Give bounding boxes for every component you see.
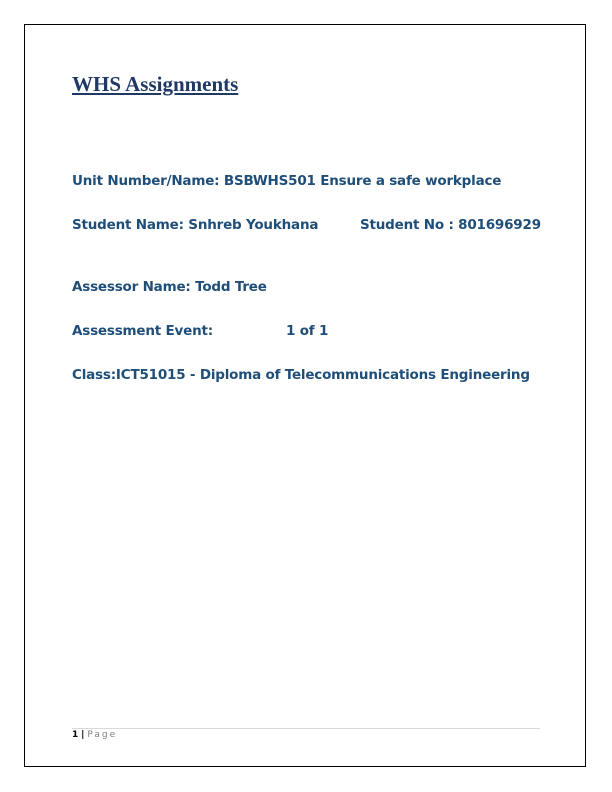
- page-label: Page: [87, 730, 118, 740]
- student-number: Student No : 801696929: [360, 217, 541, 233]
- student-name: Student Name: Snhreb Youkhana: [72, 217, 319, 233]
- assessment-event-label: Assessment Event:: [72, 323, 213, 339]
- page-number: 1: [72, 730, 79, 740]
- assessor-name: Assessor Name: Todd Tree: [72, 279, 267, 295]
- assessment-event-value: 1 of 1: [286, 323, 329, 339]
- student-row: [72, 217, 541, 233]
- footer-divider: [72, 728, 540, 729]
- footer-separator: |: [81, 730, 85, 740]
- class-line: Class:ICT51015 - Diploma of Telecommunications Engineering: [72, 367, 530, 383]
- unit-line: Unit Number/Name: BSBWHS501 Ensure a safe workplace: [72, 173, 502, 189]
- document-title: WHS Assignments: [72, 72, 239, 96]
- assessment-event-row: [72, 323, 329, 339]
- page-border: [24, 24, 586, 767]
- page-footer: [72, 730, 117, 740]
